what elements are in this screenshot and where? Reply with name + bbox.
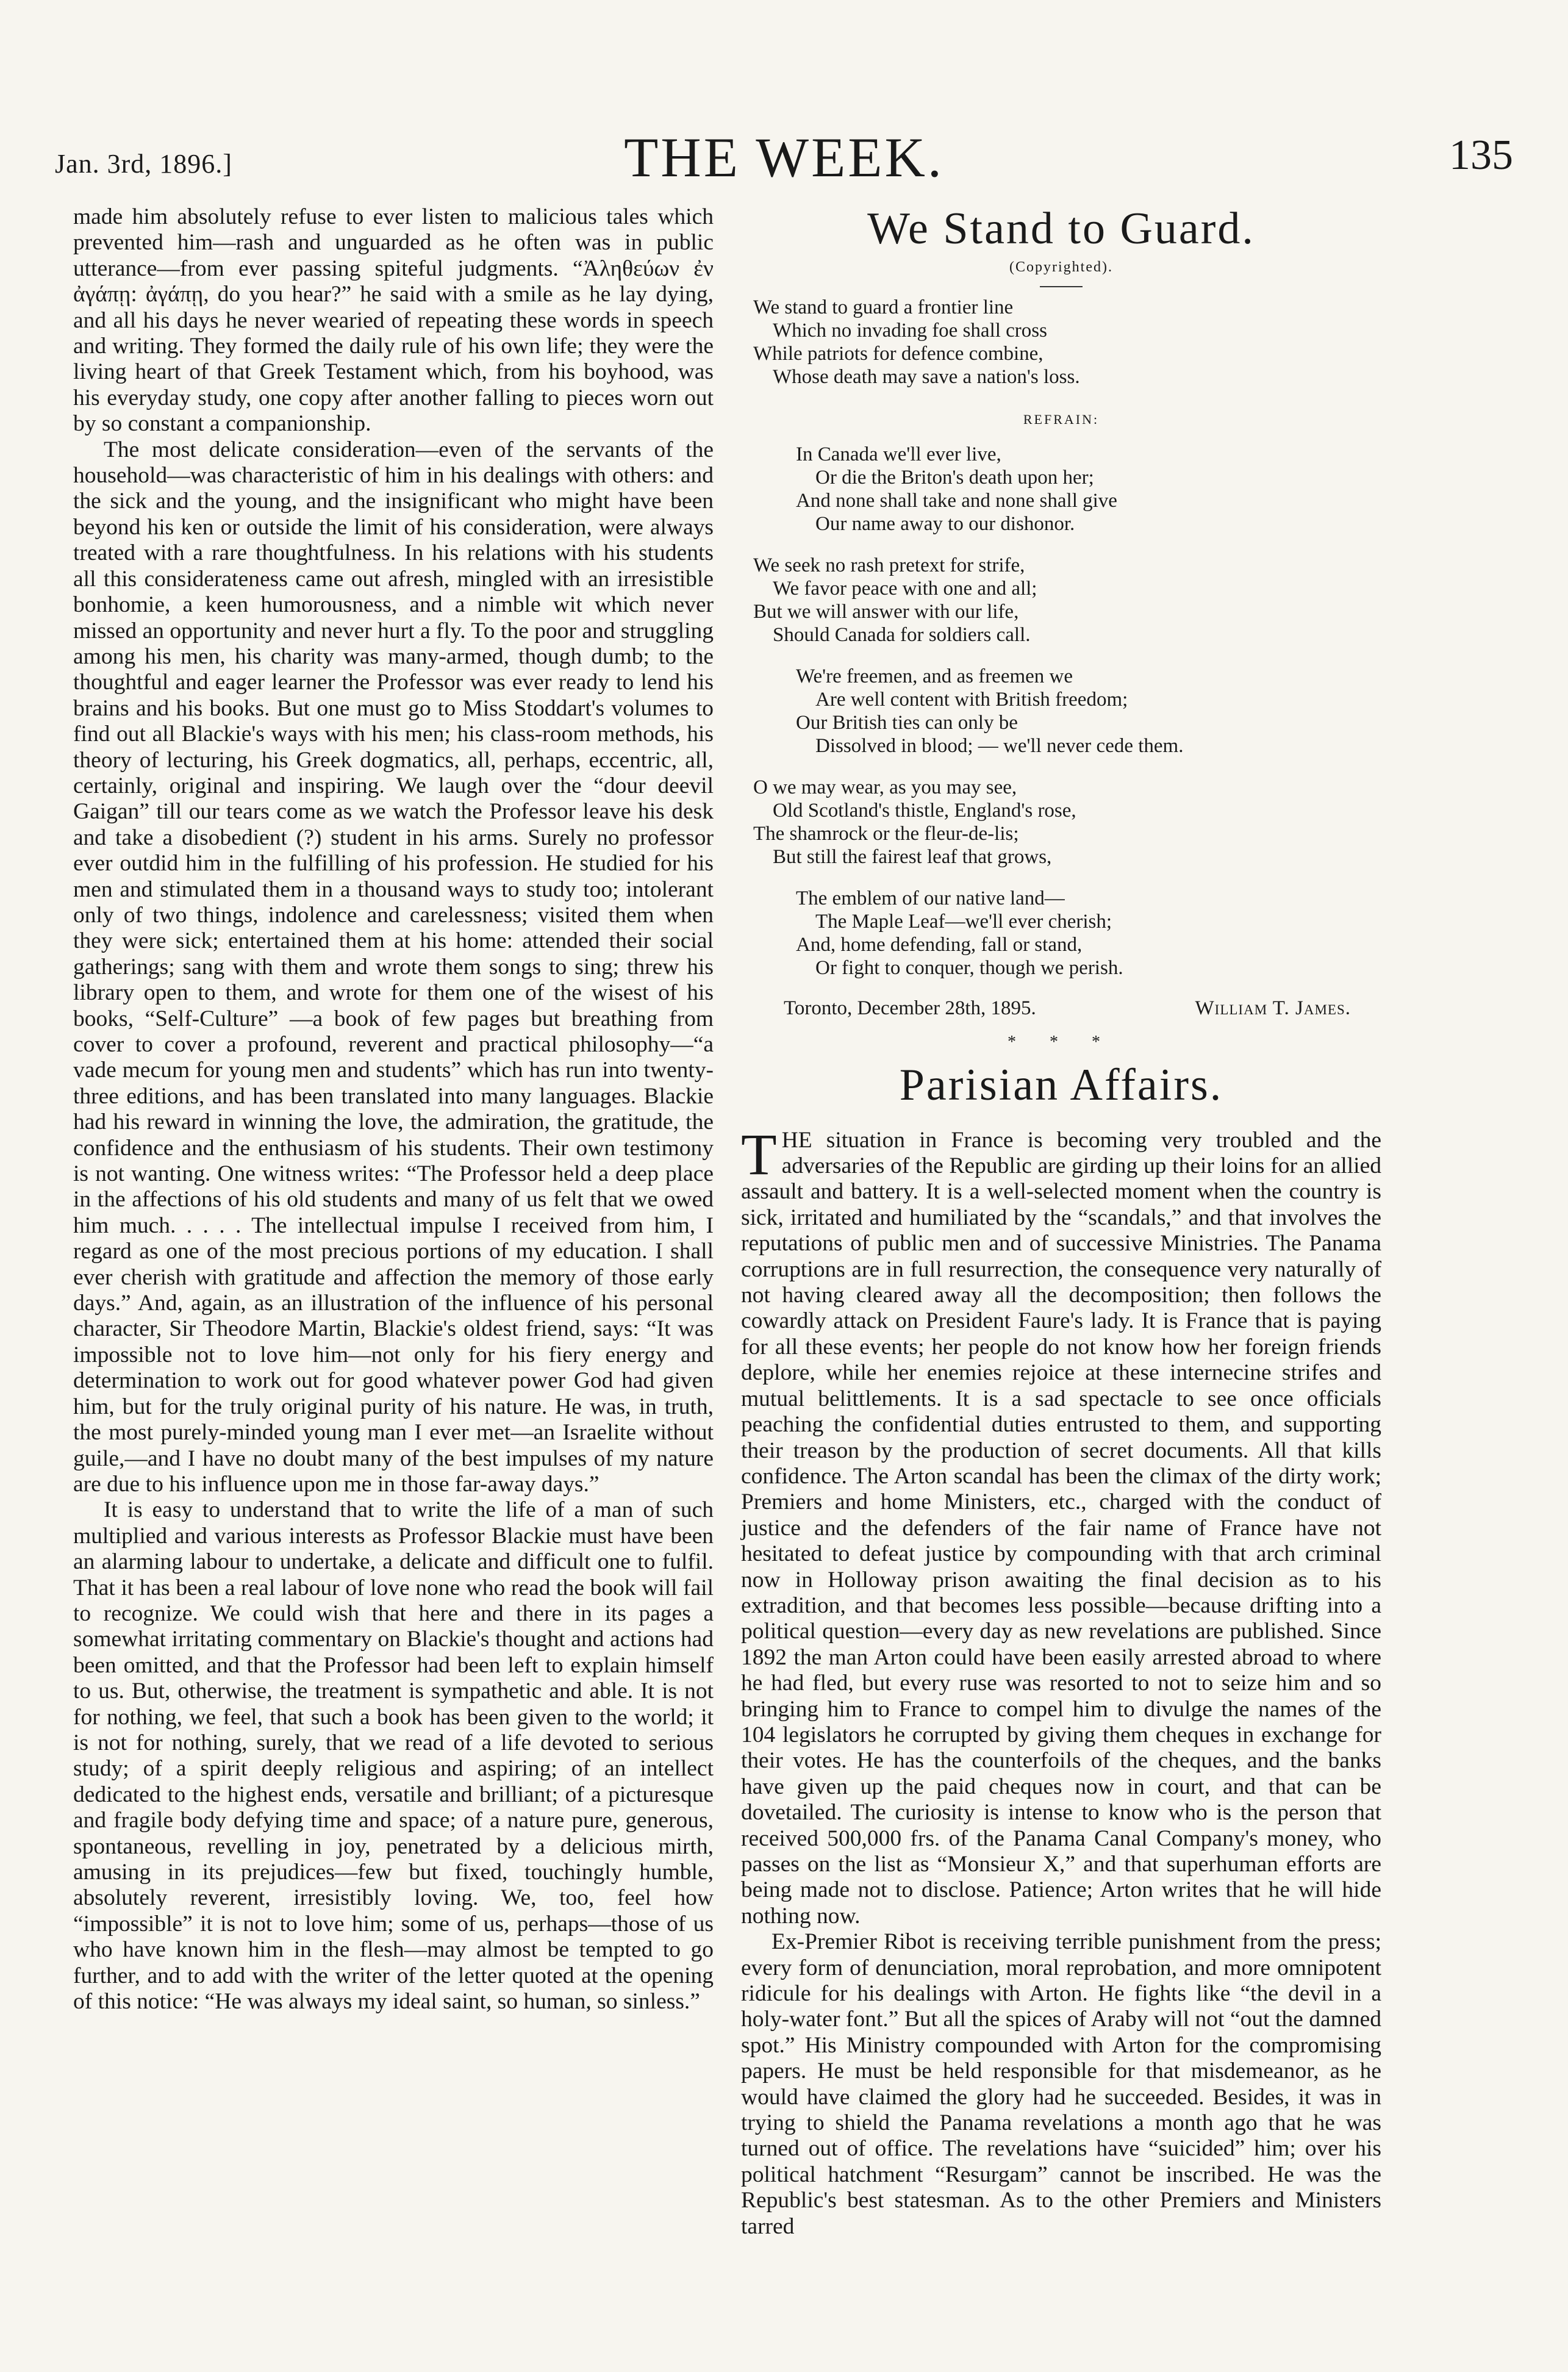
page-number: 135: [1449, 132, 1513, 179]
left-paragraph: It is easy to understand that to write the life of a man of such multiplied and various interests as Professor Blackie must have been an alarming labour to undertake, a delicate and difficult one to fulfil. That it has been a real labour of love none who read the book will fail to recognize. We could wish that here and there in its pages a somewhat irritating commentary on Blackie's thought and actions had been omitted, and that the Professor had been left to explain himself to us. But, otherwise, the treatment is sympathetic and able. It is not for nothing, we feel, that such a book has been given to the world; it is not for nothing, surely, that we read of a life devoted to serious study; of a spirit deeply religious and aspiring; of an intellect dedicated to the highest ends, versatile and brilliant; of a picturesque and fragile body defying time and space; of a nature pure, generous, spontaneous, revelling in joy, penetrated by a delicious mirth, amusing in its prejudices—few but fixed, touchingly humble, absolutely reverent, irresistibly loving. We, too, feel how “impossible” it is not to love him; some of us, perhaps—those of us who have known him in the flesh—may almost be tempted to go further, and to add with the writer of the letter quoted at the opening of this notice: “He was always my ideal saint, so human, so sinless.”: [73, 1497, 714, 2015]
poem-line: O we may wear, as you may see,: [753, 776, 1017, 798]
article-title: Parisian Affairs.: [899, 1059, 1223, 1110]
poem-title: We Stand to Guard.: [867, 204, 1255, 254]
page-header: [55, 125, 1513, 192]
refrain-label: REFRAIN:: [1023, 412, 1100, 428]
issue-date: Jan. 3rd, 1896.]: [55, 149, 232, 179]
poem-line: Old Scotland's thistle, England's rose,: [773, 799, 1076, 822]
poem-line: Should Canada for soldiers call.: [773, 623, 1031, 646]
poem-signature: [784, 995, 1351, 1021]
article-paragraph: Ex-Premier Ribot is receiving terrible punishment from the press; every form of denunciation, moral reprobation, and more omnipotent ridicule for his dealings with Arton. He fights like “the devil in a holy-water font.” But all the spices of Araby will not “out the damned spot.” His Ministry compounded with Arton for the compromising papers. He must be held responsible for that misdemeanor, as he would have claimed the glory had he succeeded. Besides, it was in trying to shield the Panama revelations a month ago that he was turned out of office. The revelations have “suicided” him; over his political hatchment “Resurgam” cannot be inscribed. He was the Republic's best statesman. As to the other Premiers and Ministers tarred: [741, 1929, 1381, 2239]
left-paragraph: made him absolutely refuse to ever listen to malicious tales which prevented him—rash and unguarded as he often was in public utterance—from ever passing spiteful judgments. “Ἀληθεύων ἐν ἀγάπῃ: ἀγάπῃ, do you hear?” he said with a smile as he lay dying, and all his days he never wearied of repeating these words in speech and writing. They formed the daily rule of his own life; they were the living heart of that Greek Testament which, from his boyhood, was his everyday study, one copy after another falling to pieces worn out by so constant a companionship.: [73, 204, 714, 437]
poem-line: We seek no rash pretext for strife,: [753, 554, 1025, 576]
poem-stanza: [796, 443, 1381, 536]
poem-stanza: [753, 776, 1381, 869]
poem-line: Whose death may save a nation's loss.: [773, 366, 1080, 389]
poem-line: Dissolved in blood; — we'll never cede them.: [815, 734, 1184, 757]
poem-line: But still the fairest leaf that grows,: [773, 845, 1052, 868]
right-column: [741, 204, 1381, 2240]
left-paragraph: The most delicate consideration—even of the servants of the household—was characteristic of him in his dealings with others: and the sick and the young, and the insignificant who might have been beyond his ken or outside the limit of his consideration, were always treated with a rare thoughtfulness. In his relations with his students all this considerateness came out afresh, mingled with an irresistible bonhomie, a keen humorousness, and a nimble wit which never missed an opportunity and never hurt a fly. To the poor and struggling among his men, his charity was many-armed, though dumb; to the thoughtful and eager learner the Professor was ever ready to lend his brains and his books. But one must go to Miss Stoddart's volumes to find out all Blackie's ways with his men; his class-room methods, his theory of lecturing, his Greek dogmatics, all, perhaps, eccentric, all, certainly, original and inspiring. We laugh over the “dour deevil Gaigan” till our tears come as we watch the Professor leave his desk and take a disobedient (?) student in his arms. Surely no professor ever outdid him in the fulfilling of his profession. He studied for his men and stimulated them in a thousand ways to study too; intolerant only of two things, indolence and carelessness; visited them when they were sick; entertained them at his home: attended their social gatherings; sang with them and wrote them songs to sing; threw his library open to them, and wrote for them one of the wisest of his books, “Self-Culture” —a book of few pages but breathing from cover to cover a profound, reverent and practical philosophy—“a vade mecum for young men and students” which has run into twenty-three editions, and has been translated into many languages. Blackie had his reward in winning the love, the admiration, the gratitude, the confidence and the enthusiasm of his students. Their own testimony is not wanting. One witness writes: “The Professor held a deep place in the affections of his old students and many of us felt that we owed him much. . . . . The intellectual impulse I received from him, I regard as one of the most precious portions of my education. I shall ever cherish with gratitude and affection the memory of those early days.” And, again, as an illustration of the influence of his personal character, Sir Theodore Martin, Blackie's oldest friend, says: “It was impossible not to love him—not only for his fiery energy and determination to work out for good whatever power God had given him, but for the truly original purity of his nature. He was, in truth, the most purely-minded young man I ever met—an Israelite without guile,—and I have no doubt many of the best impulses of my nature are due to his influence upon me in those far-away days.”: [73, 437, 714, 1497]
poem-line: Our name away to our dishonor.: [815, 512, 1075, 535]
article-paragraph-text: HE situation in France is becoming very troubled and the adversaries of the Republic are girding up their loins for an allied assault and battery. It is a well-selected moment when the country is sick, irritated and humiliated by the “scandals,” and that involves the reputations of public men and of successive Ministries. The Panama corruptions are in full resurrection, the consequence very naturally of not having cleared away all the decomposition; then follows the cowardly attack on President Faure's lady. It is France that is paying for all these events; her people do not know how her foreign friends deplore, while her enemies rejoice at these internecine strifes and mutual belittlements. It is a sad spectacle to see once officials peaching the confidential duties entrusted to them, and supporting their treason by the production of secret documents. All that kills confidence. The Arton scandal has been the climax of the dirty work; Premiers and home Ministers, etc., charged with the conduct of justice and the defenders of the fair name of France have not hesitated to defeat justice by compounding with that arch criminal now in Holloway prison awaiting the final decision as to his extradition, and that becomes less possible—because drifting into a political question—every day as new revelations are published. Since 1892 the man Arton could have been easily arrested abroad to where he had fled, but every ruse was resorted to not to seize him and so bringing him to France to compel him to divulge the names of the 104 legislators he corrupted by giving them cheques in exchange for their votes. He has the counterfoils of the cheques, and the banks have given up the paid cheques now in court, and that can be dovetailed. The curiosity is intense to know who is the person that received 500,000 frs. of the Panama Canal Company's money, who passes on the list as “Monsieur X,” and that superhuman efforts are being made not to disclose. Patience; Arton writes that he will hide nothing now.: [741, 1127, 1381, 1929]
poem-place-date: Toronto, December 28th, 1895.: [784, 997, 1036, 1019]
poem-stanza: [753, 296, 1381, 389]
poem-line: Our British ties can only be: [796, 711, 1018, 734]
drop-cap: T: [741, 1121, 777, 1187]
left-column: [73, 204, 714, 2015]
poem-line: Or fight to conquer, though we perish.: [815, 956, 1123, 979]
poem-line: While patriots for defence combine,: [753, 343, 1044, 365]
poem-line: We're freemen, and as freemen we: [796, 665, 1073, 687]
poem-line: And, home defending, fall or stand,: [796, 933, 1083, 956]
poem-line: The shamrock or the fleur-de-lis;: [753, 822, 1019, 845]
poem-line: We favor peace with one and all;: [773, 577, 1037, 600]
poem-stanza: [796, 665, 1381, 758]
poem-stanza: [796, 887, 1381, 980]
divider-rule: [1040, 286, 1083, 287]
poem-author: William T. James.: [1195, 997, 1351, 1019]
article-paragraph: [741, 1121, 1381, 1930]
masthead-title: THE WEEK.: [624, 126, 944, 188]
poem-copyright: (Copyrighted).: [1009, 259, 1113, 275]
poem-line: In Canada we'll ever live,: [796, 443, 1001, 465]
poem-line: The emblem of our native land—: [796, 887, 1065, 909]
poem-line: Are well content with British freedom;: [815, 688, 1128, 711]
poem-line: We stand to guard a frontier line: [753, 296, 1014, 319]
poem-stanza: [753, 554, 1381, 647]
poem-line: And none shall take and none shall give: [796, 489, 1117, 512]
section-ornament: * * *: [1008, 1033, 1115, 1052]
poem-line: The Maple Leaf—we'll ever cherish;: [815, 910, 1112, 933]
poem-line: But we will answer with our life,: [753, 600, 1019, 623]
poem-line: Or die the Briton's death upon her;: [815, 466, 1094, 489]
poem-line: Which no invading foe shall cross: [773, 320, 1047, 342]
